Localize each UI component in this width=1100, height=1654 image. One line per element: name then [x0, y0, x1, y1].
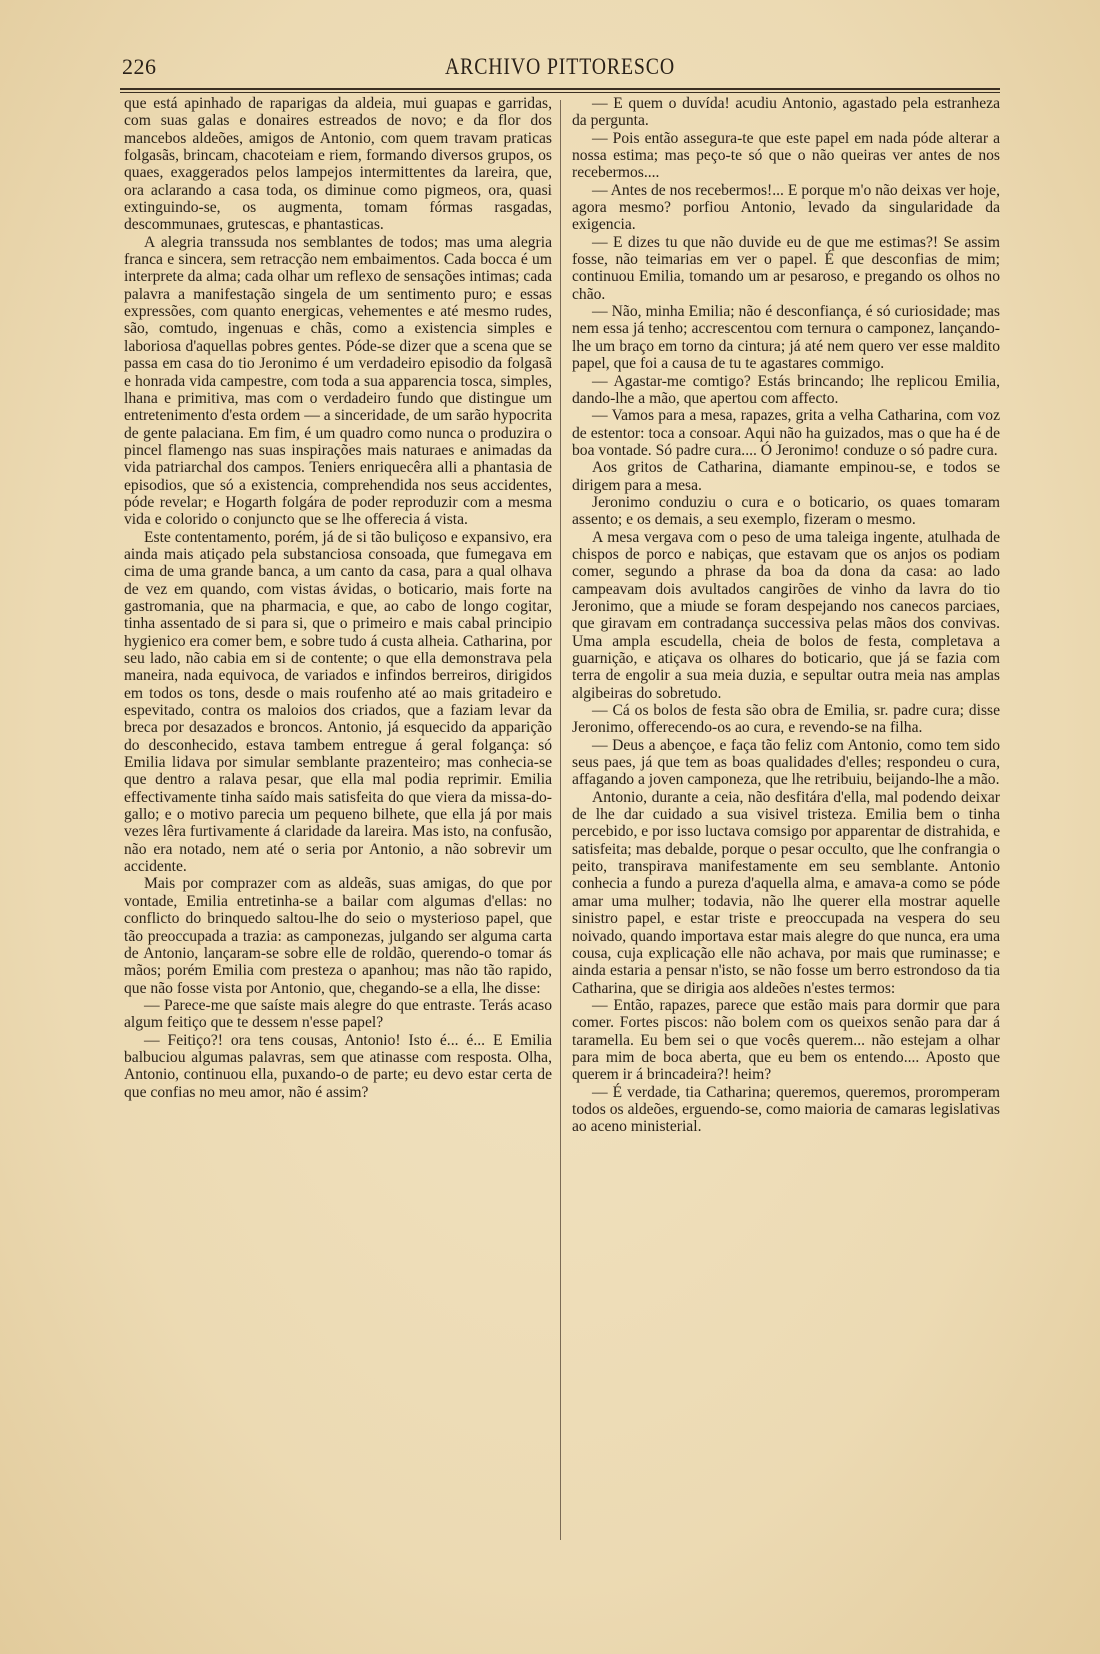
paragraph: — Parece-me que saíste mais alegre do que entraste. Terás acaso algum feitiço que te dessem n'esse papel?: [124, 996, 552, 1032]
paragraph: A alegria transsuda nos semblantes de todos; mas uma alegria franca e sincera, sem retracção nem embaimentos. Cada bocca é um interprete da alma; cada olhar um reflexo de sensações intimas; cada palavra a manifestação singela de um sentimento puro; e essas expressões, com quanto energicas, vehementes e até mesmo rudes, são, comtudo, ingenuas e chãs, como a existencia simples e laboriosa d'aquellas pobres gentes. Póde-se dizer que a scena que se passa em casa do tio Jeronimo é um verdadeiro episodio da folgasã e honrada vida campestre, com toda a sua apparencia tosca, simples, lhana e primitiva, mas com o verdadeiro fundo que distingue um entretenimento d'esta ordem — a sinceridade, de um sarão hypocrita de gente palaciana. Em fim, é um quadro como nunca o produzira o pincel flamengo nas suas inspirações mais naturaes e animadas da vida patriarchal dos campos. Teniers enriquecêra alli a phantasia de episodios, que só a existencia, comprehendida nos seus accidentes, póde revelar; e Hogarth folgára de poder reproduzir com a mesma vida e colorido o conjuncto que se lhe offerecia á vista.: [124, 233, 552, 529]
paragraph: — Pois então assegura-te que este papel em nada póde alterar a nossa estima; mas peço-te só que o não queiras ver antes de nos recebermos....: [572, 129, 1000, 182]
paragraph: — E dizes tu que não duvide eu de que me estimas?! Se assim fosse, não teimarias em ver o papel. É que desconfias de mim; continuou Emilia, tomando um ar pesaroso, e pregando os olhos no chão.: [572, 233, 1000, 303]
paragraph: — Agastar-me comtigo? Estás brincando; lhe replicou Emilia, dando-lhe a mão, que apertou com affecto.: [572, 372, 1000, 407]
right-column: [572, 95, 1000, 1545]
column-divider: [560, 100, 561, 1540]
paragraph: — Não, minha Emilia; não é desconfiança, é só curiosidade; mas nem essa já tenho; accrescentou com ternura o camponez, lançando-lhe um braço em torno da cintura; já até nem quero ver esse maldito papel, que foi a causa de tu te agastares commigo.: [572, 303, 1000, 373]
paragraph: — Feitiço?! ora tens cousas, Antonio! Isto é... é... E Emilia balbuciou algumas palavras, sem que atinasse com resposta. Olha, Antonio, continuou ella, puxando-o de parte; eu devo estar certa de que confias no meu amor, não é assim?: [124, 1031, 552, 1101]
paragraph: — Vamos para a mesa, rapazes, grita a velha Catharina, com voz de estentor: toca a consoar. Aqui não ha guizados, mas o que ha é de boa vontade. Só padre cura.... Ó Jeronimo! conduze o só padre cura.: [572, 407, 1000, 459]
paragraph: Aos gritos de Catharina, diamante empinou-se, e todos se dirigem para a mesa.: [572, 459, 1000, 494]
page-number: 226: [122, 54, 157, 79]
running-title: ARCHIVO PITTORESCO: [445, 54, 675, 79]
paragraph: — Então, rapazes, parece que estão mais para dormir que para comer. Fortes piscos: não bolem com os queixos senão para dar á taramella. Eu bem sei o que vocês querem... não estejam a olhar para mim de boca aberta, que eu bem os entendo.... Aposto que querem ir á brincadeira?! heim?: [572, 996, 1000, 1084]
paragraph: — Cá os bolos de festa são obra de Emilia, sr. padre cura; disse Jeronimo, offerecendo-os ao cura, e revendo-se na filha.: [572, 702, 1000, 737]
page-header: [120, 50, 1000, 86]
paragraph: — Deus a abençoe, e faça tão feliz com Antonio, como tem sido seus paes, já que tem as boas qualidades d'elles; respondeu o cura, affagando a joven camponeza, que lhe retribuiu, beijando-lhe a mão.: [572, 736, 1000, 789]
paragraph: Este contentamento, porém, já de si tão buliçoso e expansivo, era ainda mais atiçado pela substanciosa consoada, que fumegava em cima de uma grande banca, a um canto da casa, para a qual olhava de vez em quando, com vistas ávidas, o boticario, mais forte na gastromania, que na pharmacia, e que, ao cabo de longo cogitar, tinha assentado de si para si, que o primeiro e mais cabal principio hygienico era comer bem, e sobre tudo á custa alheia. Catharina, por seu lado, não cabia em si de contente; o que ella demonstrava pela maneira, nada equivoca, de variados e infindos berreiros, dirigidos em todos os tons, desde o mais roufenho até ao mais gritadeiro e espevitado, contra os maloios dos criados, que a faziam levar da breca por desazados e broncos. Antonio, já esquecido da apparição do desconhecido, estava tambem entregue á geral folgança: só Emilia lidava por simular semblante prazenteiro; mas conhecia-se que dentro a ralava pesar, que ella mal podia reprimir. Emilia effectivamente tinha saído mais satisfeita do que viera da missa-do-gallo; e o motivo parecia um pequeno bilhete, que ella já por mais vezes lêra furtivamente á claridade da lareira. Mas isto, na confusão, não era notado, nem até o seria por Antonio, a não sobrevir um accidente.: [124, 528, 552, 876]
left-column: [124, 95, 552, 1545]
paragraph: Antonio, durante a ceia, não desfitára d'ella, mal podendo deixar de lhe dar cuidado a sua visivel tristeza. Emilia bem o tinha percebido, e por isso luctava comsigo por apparentar de distrahida, e satisfeita; mas debalde, porque o pesar occulto, que lhe confrangia o peito, transpirava manifestamente em seu semblante. Antonio conhecia a fundo a pureza d'aquella alma, e amava-a como se póde amar uma mulher; todavia, não lhe querer ella mostrar aquelle sinistro papel, e estar triste e preoccupada na vespera do seu noivado, quando importava estar mais alegre do que nunca, era uma cousa, cuja explicação elle não achava, por mais que ruminasse; e ainda estaria a pensar n'isto, se não fosse um berro estrondoso da tia Catharina, que se dirigia aos aldeões n'estes termos:: [572, 788, 1000, 997]
paragraph: Mais por comprazer com as aldeãs, suas amigas, do que por vontade, Emilia entretinha-se a bailar com algumas d'ellas: no conflicto do brinquedo saltou-lhe do seio o mysterioso papel, que tão preoccupada a trazia: as camponezas, julgando ser alguma carta de Antonio, lançaram-se sobre elle de roldão, querendo-o tomar ás mãos; porém Emilia com presteza o apanhou; mas não tão rapido, que não fosse vista por Antonio, que, chegando-se a ella, lhe disse:: [124, 875, 552, 997]
paragraph: Jeronimo conduziu o cura e o boticario, os quaes tomaram assento; e os demais, a seu exemplo, fizeram o mesmo.: [572, 493, 1000, 529]
paragraph: que está apinhado de raparigas da aldeia, mui guapas e garridas, com suas galas e donaires estreados de novo; e da flor dos mancebos aldeões, amigos de Antonio, com quem travam praticas folgasãs, brincam, chacoteiam e riem, formando diversos grupos, os quaes, exaggerados pelos lampejos intermittentes da lareira, que, ora aclarando a casa toda, os diminue como pigmeos, ora, quasi extinguindo-se, os augmenta, tomam fórmas rasgadas, descommunaes, grutescas, e phantasticas.: [124, 95, 552, 234]
paragraph: A mesa vergava com o peso de uma taleiga ingente, atulhada de chispos de porco e nabiças, que estavam que os anjos os podiam comer, segundo a phrase da boa da dona da casa: ao lado campeavam dois avultados cangirões de vinho da lavra do tio Jeronimo, que a miude se foram despejando nos canecos parciaes, que giravam em contradança successiva pelas mãos dos convivas. Uma ampla escudella, cheia de bolos de festa, completava a guarnição, e atiçava os olhares do boticario, que já se fazia com terra de engolir a sua meia duzia, e sepultar outra meia nas amplas algibeiras do sobretudo.: [572, 528, 1000, 702]
paragraph: — E quem o duvída! acudiu Antonio, agastado pela estranheza da pergunta.: [572, 95, 1000, 130]
header-rule-thin: [120, 92, 1000, 93]
paragraph: — É verdade, tia Catharina; queremos, queremos, proromperam todos os aldeões, erguendo-se, como maioria de camaras legislativas ao aceno ministerial.: [572, 1083, 1000, 1136]
header-rule: [120, 88, 1000, 90]
paragraph: — Antes de nos recebermos!... E porque m'o não deixas ver hoje, agora mesmo? porfiou Antonio, levado da singularidade da exigencia.: [572, 181, 1000, 234]
